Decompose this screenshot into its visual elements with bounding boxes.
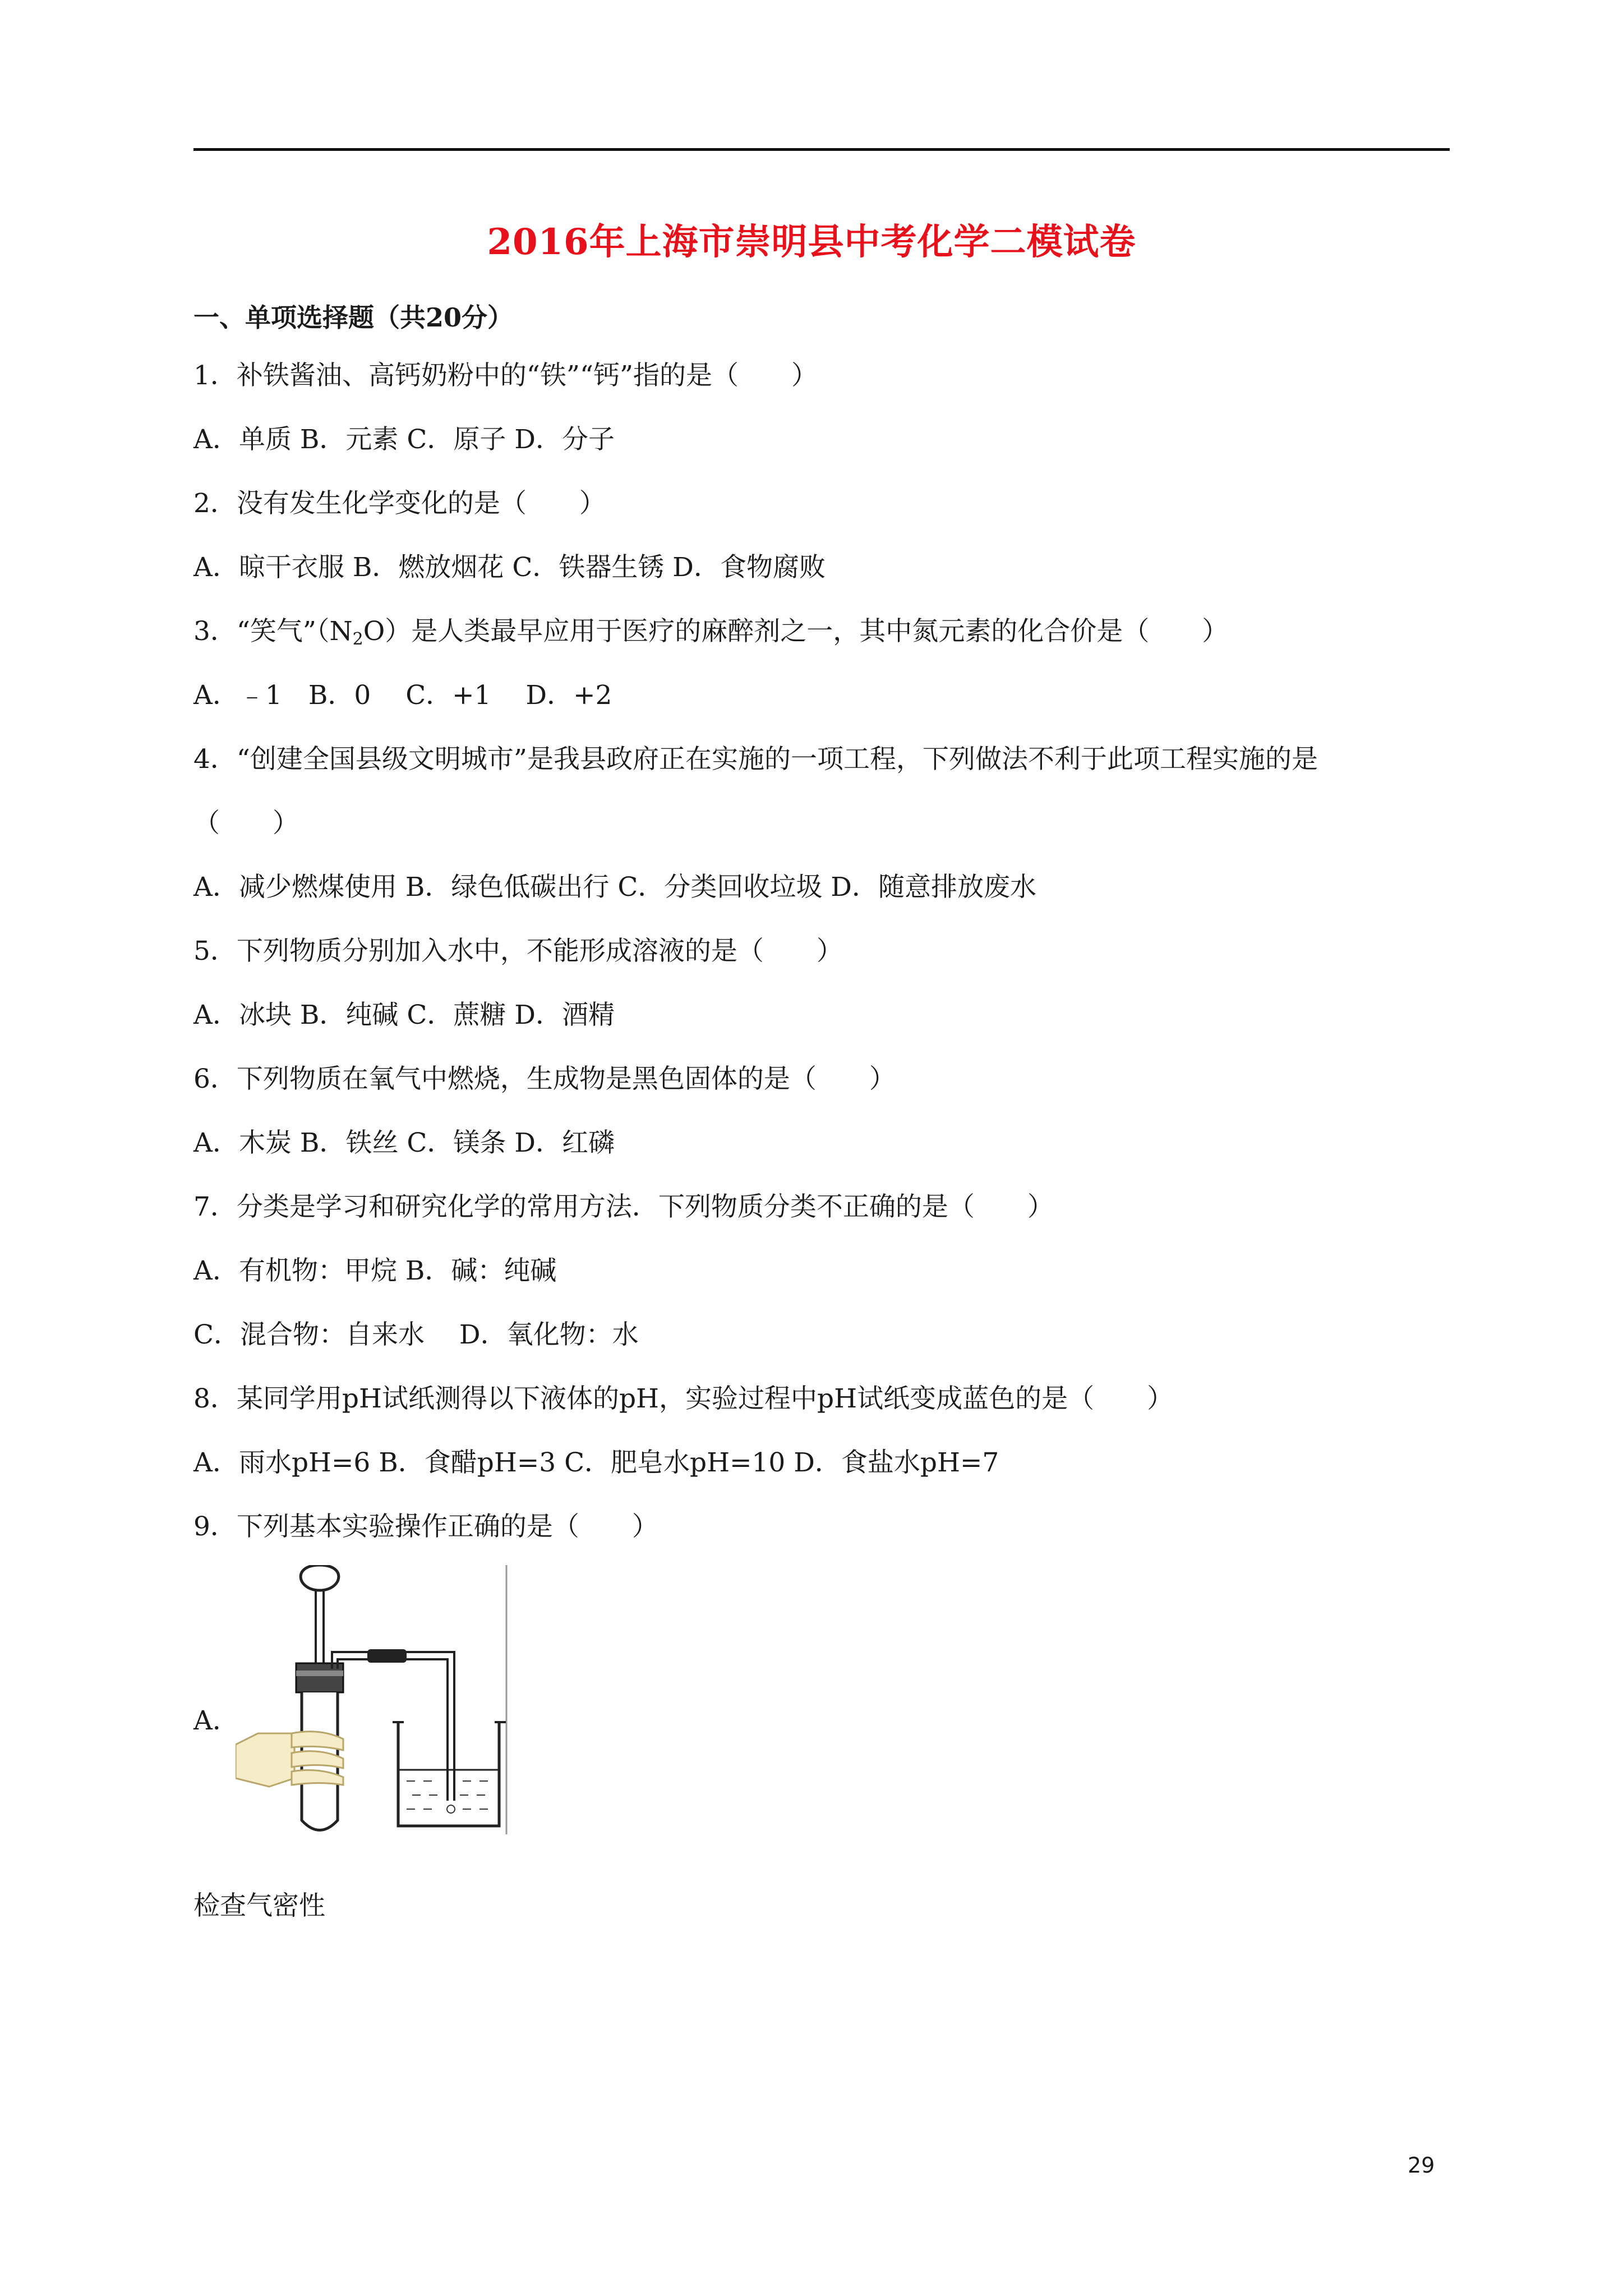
page-title: 2016年上海市崇明县中考化学二模试卷	[487, 221, 1136, 263]
question-5-stem: 5．下列物质分别加入水中，不能形成溶液的是（ ）	[193, 936, 843, 967]
question-8-options: A．雨水pH=6 B．食醋pH=3 C．肥皂水pH=10 D．食盐水pH=7	[193, 1447, 999, 1478]
question-1-options: A．单质 B．元素 C．原子 D．分子	[193, 424, 615, 455]
question-2-stem: 2．没有发生化学变化的是（ ）	[193, 488, 606, 519]
question-6-stem: 6．下列物质在氧气中燃烧，生成物是黑色固体的是（ ）	[193, 1064, 896, 1094]
question-3-options: A．﹣1 B．0 C．+1 D．+2	[193, 680, 612, 711]
question-3-stem: 3．“笑气$”(N_2O)$是人类最早应用于医疗的麻醉剂之一，其中氮元素的化合价是（ ）	[193, 616, 1229, 649]
question-4-options: A．减少燃煤使用 B．绿色低碳出行 C．分类回收垃圾 D．随意排放废水	[193, 872, 1036, 903]
question-5-options: A．冰块 B．纯碱 C．蔗糖 D．酒精	[193, 1000, 615, 1030]
figure-option-label: A．	[193, 1705, 239, 1736]
question-1-stem: 1．补铁酱油、高钙奶粉中的“铁”“钙”指的是（ ）	[193, 360, 818, 391]
question-4-stem-continued: （ ）	[193, 808, 299, 839]
header-rule	[193, 148, 1450, 151]
question-4-stem: 4．“创建全国县级文明城市”是我县政府正在实施的一项工程，下列做法不利于此项工程实施的是	[193, 744, 1318, 775]
question-9-stem: 9．下列基本实验操作正确的是（ ）	[193, 1511, 658, 1542]
figure-caption: 检查气密性	[193, 1890, 325, 1921]
question-7-options: A．有机物：甲烷 B．碱：纯碱	[193, 1255, 557, 1286]
question-8-stem: 8．某同学用pH试纸测得以下液体的pH，实验过程中pH试纸变成蓝色的是（ ）	[193, 1383, 1174, 1414]
question-6-options: A．木炭 B．铁丝 C．镁条 D．红磷	[193, 1128, 615, 1158]
question-2-options: A．晾干衣服 B．燃放烟花 C．铁器生锈 D．食物腐败	[193, 552, 826, 583]
page-number: 29	[1408, 2153, 1435, 2178]
airtightness-check-figure	[236, 1565, 510, 1834]
question-7-options-continued: C．混合物：自来水 D．氧化物：水	[193, 1319, 639, 1350]
question-7-stem: 7．分类是学习和研究化学的常用方法．下列物质分类不正确的是（ ）	[193, 1191, 1054, 1222]
section-heading: 一、单项选择题（共20分）	[193, 302, 514, 333]
